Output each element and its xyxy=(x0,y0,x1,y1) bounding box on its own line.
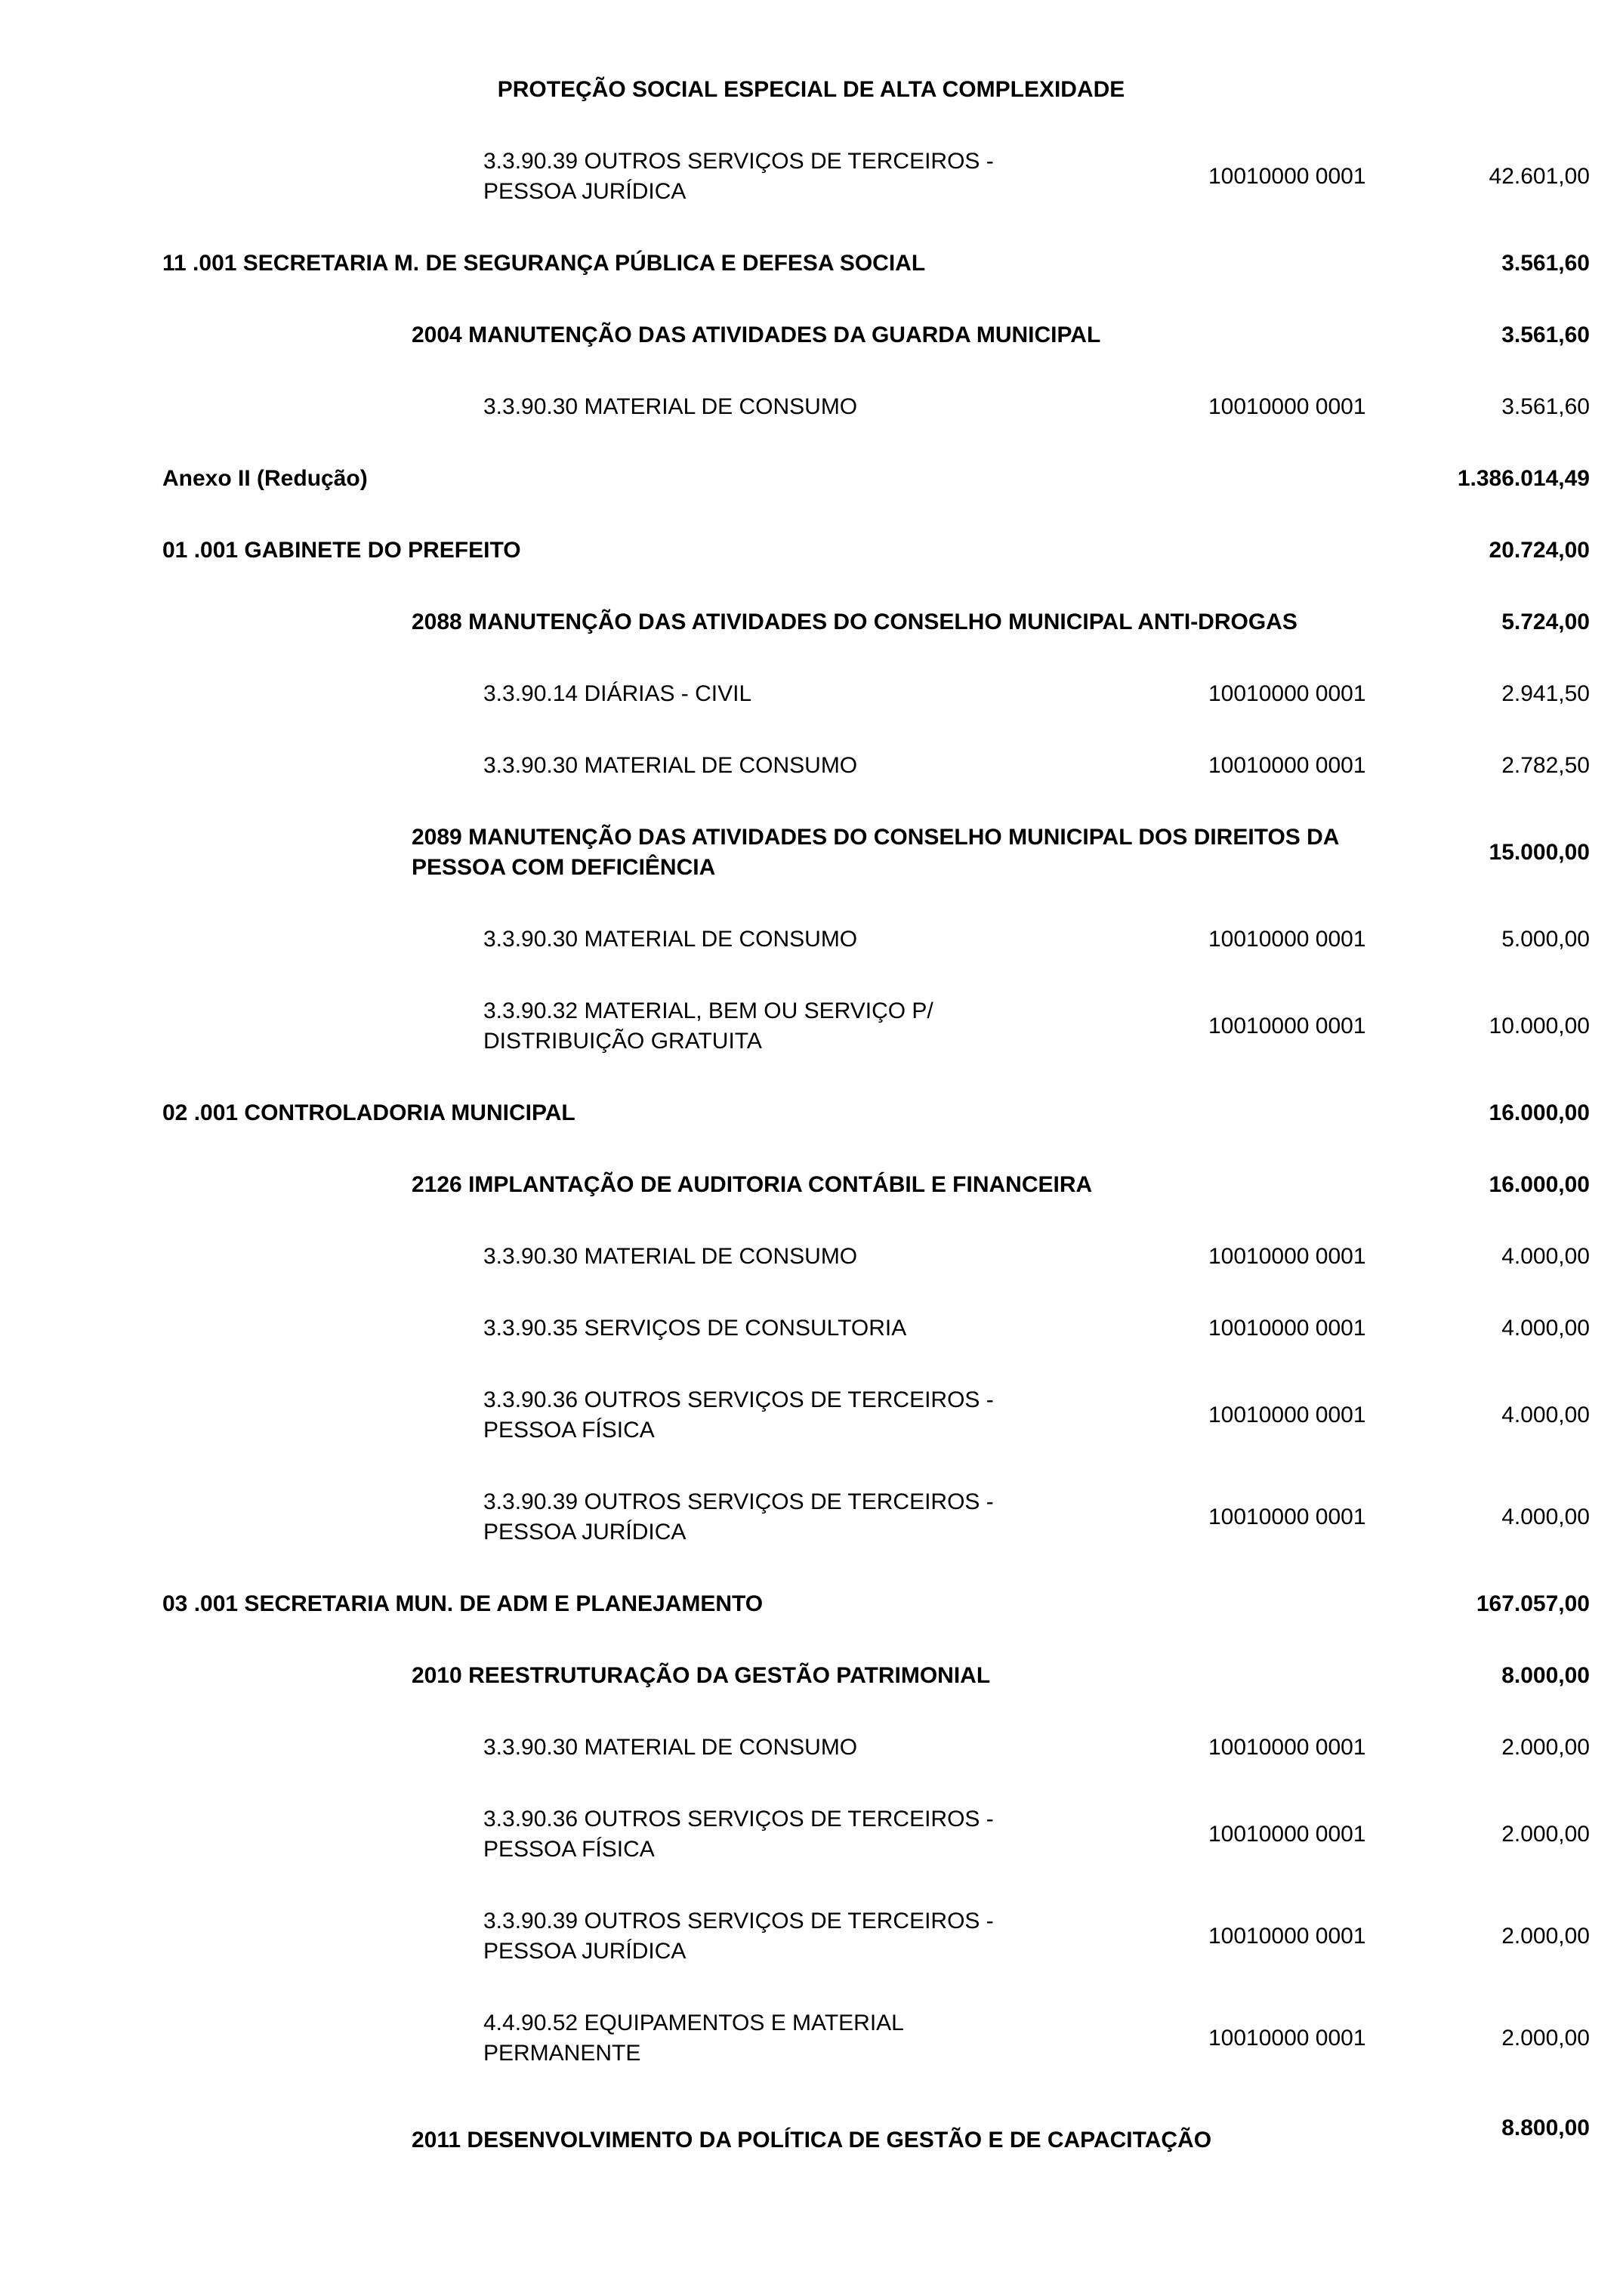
budget-row xyxy=(162,924,1590,955)
row-value: 3.561,60 xyxy=(1501,394,1590,419)
row-description: 01 .001 GABINETE DO PREFEITO xyxy=(162,538,521,563)
row-value: 16.000,00 xyxy=(1489,1100,1590,1125)
row-description: 2126 IMPLANTAÇÃO DE AUDITORIA CONTÁBIL E FINANCEIRA xyxy=(412,1172,1093,1197)
row-source-code: 10010000 0001 xyxy=(1208,1504,1366,1529)
row-source-code: 10010000 0001 xyxy=(1208,1244,1366,1269)
budget-section-row xyxy=(162,1589,1590,1619)
budget-row xyxy=(162,1385,1590,1446)
anexo-total-row xyxy=(162,464,1590,494)
budget-row xyxy=(162,2008,1590,2069)
row-value: 4.000,00 xyxy=(1501,1504,1590,1529)
budget-program-row xyxy=(162,2115,1590,2156)
row-value: 4.000,00 xyxy=(1501,1316,1590,1341)
budget-row xyxy=(162,1487,1590,1548)
row-source-code: 10010000 0001 xyxy=(1208,1822,1366,1847)
row-description: 3.3.90.39 OUTROS SERVIÇOS DE TERCEIROS - PESSOA JURÍDICA xyxy=(483,149,994,204)
row-source-code: 10010000 0001 xyxy=(1208,1735,1366,1760)
budget-row xyxy=(162,1313,1590,1344)
row-value: 15.000,00 xyxy=(1489,840,1590,865)
row-source-code: 10010000 0001 xyxy=(1208,1014,1366,1038)
row-source-code: 10010000 0001 xyxy=(1208,927,1366,952)
row-description: 3.3.90.36 OUTROS SERVIÇOS DE TERCEIROS - PESSOA FÍSICA xyxy=(483,1387,994,1443)
row-value: 5.000,00 xyxy=(1501,927,1590,952)
row-source-code: 10010000 0001 xyxy=(1208,1316,1366,1341)
budget-program-row xyxy=(162,822,1590,883)
row-value: 4.000,00 xyxy=(1501,1244,1590,1269)
row-value: 2.000,00 xyxy=(1501,2026,1590,2051)
row-value: 20.724,00 xyxy=(1489,538,1590,563)
row-value: 42.601,00 xyxy=(1489,164,1590,189)
row-source-code: 10010000 0001 xyxy=(1208,2026,1366,2051)
row-description: 2010 REESTRUTURAÇÃO DA GESTÃO PATRIMONIAL xyxy=(412,1663,991,1688)
row-description: 2088 MANUTENÇÃO DAS ATIVIDADES DO CONSELHO MUNICIPAL ANTI-DROGAS xyxy=(412,609,1297,634)
row-description: 3.3.90.39 OUTROS SERVIÇOS DE TERCEIROS - PESSOA JURÍDICA xyxy=(483,1489,994,1545)
row-value: 2.000,00 xyxy=(1501,1822,1590,1847)
row-description: 3.3.90.32 MATERIAL, BEM OU SERVIÇO P/ DISTRIBUIÇÃO GRATUITA xyxy=(483,998,933,1054)
row-description: 3.3.90.30 MATERIAL DE CONSUMO xyxy=(483,1735,858,1760)
row-value: 2.000,00 xyxy=(1501,1735,1590,1760)
row-source-code: 10010000 0001 xyxy=(1208,1924,1366,1949)
row-description: 3.3.90.30 MATERIAL DE CONSUMO xyxy=(483,927,858,952)
row-value: 3.561,60 xyxy=(1501,322,1590,347)
row-description: Anexo II (Redução) xyxy=(162,466,368,491)
row-source-code: 10010000 0001 xyxy=(1208,1403,1366,1427)
row-description: 03 .001 SECRETARIA MUN. DE ADM E PLANEJAMENTO xyxy=(162,1591,764,1616)
budget-row xyxy=(162,996,1590,1057)
budget-row xyxy=(162,1906,1590,1967)
budget-row xyxy=(162,147,1590,207)
row-description: 2089 MANUTENÇÃO DAS ATIVIDADES DO CONSELHO MUNICIPAL DOS DIREITOS DA PESSOA COM DEFICIÊNCIA xyxy=(412,825,1339,880)
budget-section-row xyxy=(162,248,1590,279)
budget-row xyxy=(162,751,1590,781)
budget-program-row xyxy=(162,1170,1590,1200)
budget-row xyxy=(162,1733,1590,1763)
row-value: 4.000,00 xyxy=(1501,1403,1590,1427)
row-value: 2.000,00 xyxy=(1501,1924,1590,1949)
row-value: 8.800,00 xyxy=(1501,2115,1590,2140)
row-description: 3.3.90.39 OUTROS SERVIÇOS DE TERCEIROS - PESSOA JURÍDICA xyxy=(483,1909,994,1964)
row-source-code: 10010000 0001 xyxy=(1208,681,1366,706)
row-value: 5.724,00 xyxy=(1501,609,1590,634)
row-description: 2011 DESENVOLVIMENTO DA POLÍTICA DE GESTÃO E DE CAPACITAÇÃO xyxy=(412,2128,1212,2152)
row-value: 8.000,00 xyxy=(1501,1663,1590,1688)
page-title: PROTEÇÃO SOCIAL ESPECIAL DE ALTA COMPLEXIDADE xyxy=(497,77,1125,102)
budget-row xyxy=(162,1804,1590,1865)
budget-section-row xyxy=(162,535,1590,566)
row-value: 16.000,00 xyxy=(1489,1172,1590,1197)
budget-program-row xyxy=(162,607,1590,637)
row-description: 11 .001 SECRETARIA M. DE SEGURANÇA PÚBLICA E DEFESA SOCIAL xyxy=(162,251,926,276)
row-description: 3.3.90.30 MATERIAL DE CONSUMO xyxy=(483,394,858,419)
row-value: 167.057,00 xyxy=(1476,1591,1590,1616)
row-description: 3.3.90.36 OUTROS SERVIÇOS DE TERCEIROS - PESSOA FÍSICA xyxy=(483,1807,994,1862)
row-value: 2.782,50 xyxy=(1501,753,1590,778)
budget-section-row xyxy=(162,1098,1590,1128)
row-description: 3.3.90.14 DIÁRIAS - CIVIL xyxy=(483,681,752,706)
row-description: 4.4.90.52 EQUIPAMENTOS E MATERIAL PERMANENTE xyxy=(483,2011,903,2066)
budget-program-row xyxy=(162,320,1590,350)
row-value: 10.000,00 xyxy=(1489,1014,1590,1038)
budget-row xyxy=(162,1242,1590,1272)
row-description: 3.3.90.30 MATERIAL DE CONSUMO xyxy=(483,753,858,778)
row-description: 02 .001 CONTROLADORIA MUNICIPAL xyxy=(162,1100,575,1125)
row-source-code: 10010000 0001 xyxy=(1208,164,1366,189)
row-description: 2004 MANUTENÇÃO DAS ATIVIDADES DA GUARDA MUNICIPAL xyxy=(412,322,1101,347)
row-value: 1.386.014,49 xyxy=(1457,466,1590,491)
row-description: 3.3.90.30 MATERIAL DE CONSUMO xyxy=(483,1244,858,1269)
budget-program-row xyxy=(162,1661,1590,1691)
row-source-code: 10010000 0001 xyxy=(1208,394,1366,419)
row-value: 2.941,50 xyxy=(1501,681,1590,706)
row-description: 3.3.90.35 SERVIÇOS DE CONSULTORIA xyxy=(483,1316,907,1341)
budget-row xyxy=(162,392,1590,422)
row-value: 3.561,60 xyxy=(1501,251,1590,276)
row-source-code: 10010000 0001 xyxy=(1208,753,1366,778)
budget-row xyxy=(162,679,1590,709)
